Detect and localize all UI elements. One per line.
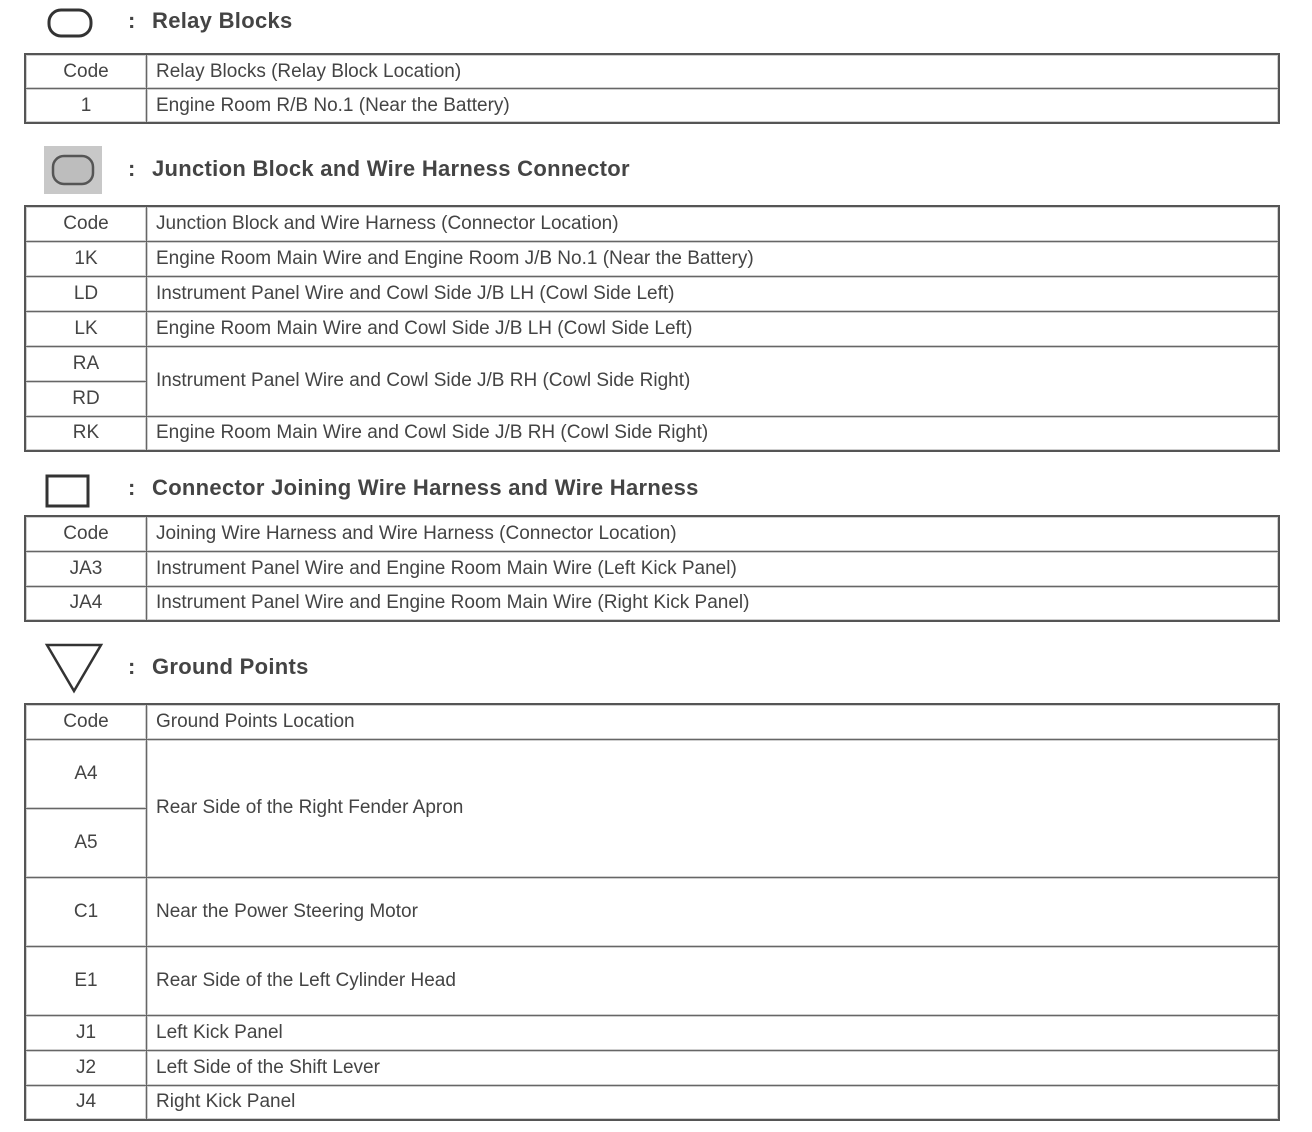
row-location: Engine Room R/B No.1 (Near the Battery) (147, 89, 1280, 124)
row-location: Engine Room Main Wire and Cowl Side J/B LH (Cowl Side Left) (147, 311, 1280, 346)
junction-block-heading (0, 150, 1312, 190)
location-header: Ground Points Location (147, 704, 1280, 739)
relay-colon: : (128, 8, 136, 33)
code-header: Code (25, 704, 147, 739)
table-row (25, 586, 1279, 621)
row-code: 1K (25, 241, 147, 276)
shaded-rounded-rect-icon (44, 146, 102, 194)
table-row (25, 241, 1279, 276)
row-code: LD (25, 276, 147, 311)
table-header-row (25, 54, 1279, 89)
row-location: Instrument Panel Wire and Cowl Side J/B RH (Cowl Side Right) (147, 346, 1280, 416)
table-row (25, 89, 1279, 124)
row-code: RA (25, 346, 147, 381)
table-header-row (25, 206, 1279, 241)
ground-points-heading (0, 646, 1312, 686)
row-code: 1 (25, 89, 147, 124)
row-code: LK (25, 311, 147, 346)
junction-block-table (24, 205, 1280, 452)
row-code: E1 (25, 946, 147, 1015)
row-code: A5 (25, 808, 147, 877)
row-code: JA3 (25, 551, 147, 586)
row-code: JA4 (25, 586, 147, 621)
connector-colon: : (128, 475, 136, 500)
code-header: Code (25, 54, 147, 89)
row-location: Rear Side of the Left Cylinder Head (147, 946, 1280, 1015)
relay-blocks-heading (0, 2, 1312, 42)
row-code: RD (25, 381, 147, 416)
table-row (25, 346, 1279, 381)
row-code: RK (25, 416, 147, 451)
row-location: Left Side of the Shift Lever (147, 1050, 1280, 1085)
table-row (25, 946, 1279, 1015)
junction-title: Junction Block and Wire Harness Connector (152, 156, 630, 181)
row-location: Near the Power Steering Motor (147, 877, 1280, 946)
code-header: Code (25, 206, 147, 241)
table-row (25, 1015, 1279, 1050)
table-header-row (25, 704, 1279, 739)
ground-points-table (24, 703, 1280, 1121)
row-location: Engine Room Main Wire and Cowl Side J/B RH (Cowl Side Right) (147, 416, 1280, 451)
location-header: Relay Blocks (Relay Block Location) (147, 54, 1280, 89)
row-code: J4 (25, 1085, 147, 1120)
row-location: Right Kick Panel (147, 1085, 1280, 1120)
rectangle-icon (44, 473, 92, 509)
row-code: J1 (25, 1015, 147, 1050)
table-row (25, 1085, 1279, 1120)
row-code: C1 (25, 877, 147, 946)
ground-colon: : (128, 654, 136, 679)
row-code: J2 (25, 1050, 147, 1085)
row-location: Instrument Panel Wire and Engine Room Main Wire (Left Kick Panel) (147, 551, 1280, 586)
row-location: Instrument Panel Wire and Engine Room Main Wire (Right Kick Panel) (147, 586, 1280, 621)
code-header: Code (25, 516, 147, 551)
table-row (25, 416, 1279, 451)
ground-title: Ground Points (152, 654, 309, 679)
table-row (25, 311, 1279, 346)
down-triangle-icon (44, 642, 104, 694)
table-header-row (25, 516, 1279, 551)
connector-heading (0, 469, 1312, 509)
relay-blocks-table (24, 53, 1280, 124)
row-location: Left Kick Panel (147, 1015, 1280, 1050)
table-row (25, 739, 1279, 808)
row-location: Rear Side of the Right Fender Apron (147, 739, 1280, 877)
table-row (25, 276, 1279, 311)
connector-title: Connector Joining Wire Harness and Wire Harness (152, 475, 699, 500)
row-location: Instrument Panel Wire and Cowl Side J/B LH (Cowl Side Left) (147, 276, 1280, 311)
table-row (25, 877, 1279, 946)
row-location: Engine Room Main Wire and Engine Room J/B No.1 (Near the Battery) (147, 241, 1280, 276)
table-row (25, 551, 1279, 586)
relay-title: Relay Blocks (152, 8, 293, 33)
location-header: Joining Wire Harness and Wire Harness (Connector Location) (147, 516, 1280, 551)
table-row (25, 1050, 1279, 1085)
junction-colon: : (128, 156, 136, 181)
rounded-rect-icon (46, 6, 94, 40)
location-header: Junction Block and Wire Harness (Connector Location) (147, 206, 1280, 241)
connector-table (24, 515, 1280, 622)
row-code: A4 (25, 739, 147, 808)
